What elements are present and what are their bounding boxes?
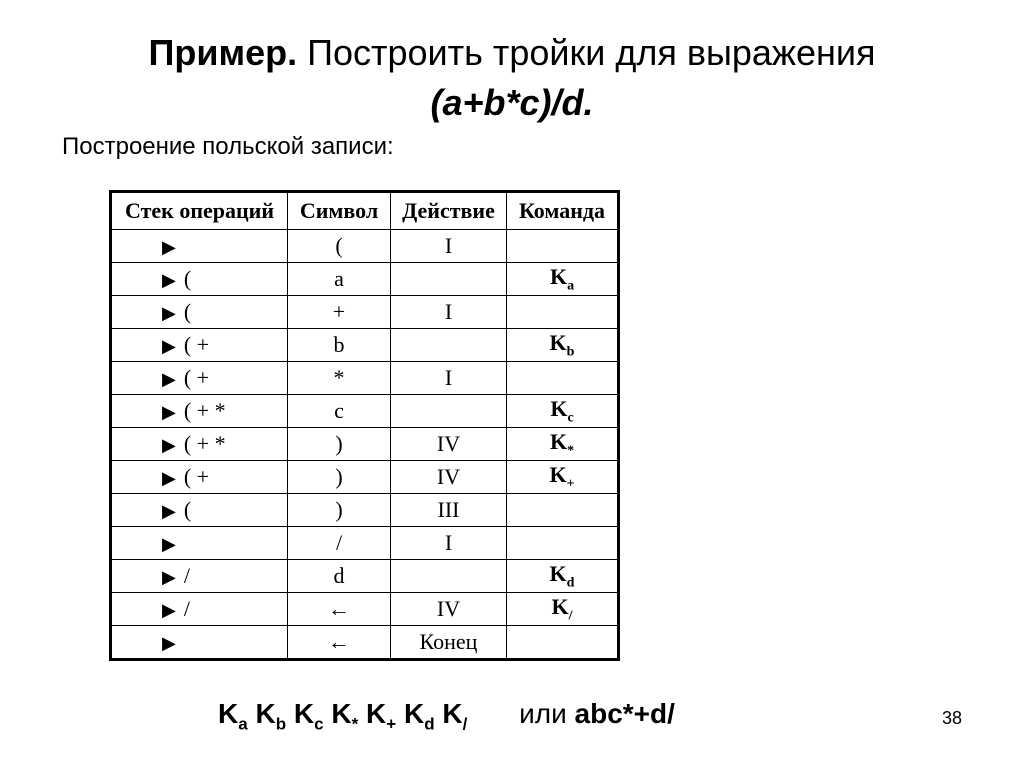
command-cell: [507, 494, 619, 527]
action-cell: [391, 329, 507, 362]
symbol-cell: ): [288, 428, 391, 461]
command-letter: K: [551, 593, 569, 619]
symbol-cell: ): [288, 494, 391, 527]
command-cell: [507, 296, 619, 329]
sequence-item: [403, 698, 435, 734]
right-triangle-icon: ▶: [162, 435, 176, 455]
subtitle: Построение польской записи:: [62, 133, 394, 160]
table-row: [111, 230, 619, 263]
stack-value: ( + *: [183, 431, 226, 456]
command-sequence: [218, 698, 468, 734]
table-row: [111, 428, 619, 461]
command-cell: [507, 527, 619, 560]
command-cell: [507, 395, 619, 428]
stack-value: (: [183, 497, 192, 522]
command-subscript: +: [566, 476, 575, 492]
right-triangle-icon: ▶: [162, 369, 176, 389]
right-triangle-icon: ▶: [162, 402, 176, 422]
table-row: [111, 494, 619, 527]
stack-value: (: [183, 266, 192, 291]
right-triangle-icon: ▶: [162, 567, 176, 587]
sequence-item: [255, 698, 287, 734]
right-triangle-icon: ▶: [162, 303, 176, 323]
action-cell: IV: [391, 593, 507, 626]
command-letter: K: [549, 428, 568, 454]
right-triangle-icon: ▶: [162, 237, 176, 257]
stack-value: /: [183, 596, 190, 621]
command-cell: [507, 593, 619, 626]
stack-cell: [111, 296, 288, 329]
stack-value: ( +: [183, 332, 210, 357]
stack-cell: [111, 362, 288, 395]
sequence-subscript: +: [386, 714, 397, 734]
sequence-subscript: b: [275, 714, 287, 734]
symbol-cell: ←: [288, 626, 391, 660]
symbol-cell: d: [288, 560, 391, 593]
action-cell: IV: [391, 428, 507, 461]
command-cell: [507, 329, 619, 362]
symbol-cell: b: [288, 329, 391, 362]
sequence-item: [331, 698, 359, 734]
sequence-subscript: *: [351, 714, 359, 734]
action-cell: IV: [391, 461, 507, 494]
sequence-subscript: c: [314, 714, 324, 734]
command-subscript: *: [567, 443, 575, 459]
stack-cell: [111, 494, 288, 527]
command-letter: K: [549, 263, 568, 289]
header-symbol: Символ: [288, 192, 391, 230]
title-expression: (a+b*c)/d.: [430, 82, 594, 123]
action-cell: [391, 395, 507, 428]
stack-cell: [111, 527, 288, 560]
header-stack: Стек операций: [111, 192, 288, 230]
command-subscript: c: [567, 410, 574, 426]
sequence-subscript: a: [238, 714, 248, 734]
action-cell: I: [391, 230, 507, 263]
action-cell: Конец: [391, 626, 507, 660]
sequence-item: [366, 698, 397, 734]
sequence-letter: K: [293, 698, 315, 729]
symbol-cell: ←: [288, 593, 391, 626]
action-cell: I: [391, 362, 507, 395]
sequence-item: [218, 698, 248, 734]
stack-cell: [111, 395, 288, 428]
command-cell: [507, 560, 619, 593]
stack-cell: [111, 461, 288, 494]
stack-cell: [111, 560, 288, 593]
command-cell: [507, 461, 619, 494]
command-cell: [507, 230, 619, 263]
table-row: [111, 395, 619, 428]
symbol-cell: /: [288, 527, 391, 560]
sequence-item: [442, 698, 468, 734]
polish-notation: abc*+d/: [574, 698, 675, 729]
command-subscript: /: [568, 608, 573, 624]
title-rest: Построить тройки для выражения: [297, 32, 876, 73]
sequence-item: [293, 698, 324, 734]
table-row: [111, 461, 619, 494]
stack-value: ( +: [183, 365, 210, 390]
stack-cell: [111, 230, 288, 263]
command-letter: K: [550, 395, 568, 421]
sequence-subscript: /: [462, 714, 468, 734]
table-row: [111, 263, 619, 296]
right-triangle-icon: ▶: [162, 633, 176, 653]
table-row: [111, 626, 619, 660]
table-row: [111, 362, 619, 395]
command-letter: K: [549, 461, 567, 487]
stack-cell: [111, 626, 288, 660]
symbol-cell: a: [288, 263, 391, 296]
symbol-cell: +: [288, 296, 391, 329]
command-subscript: d: [566, 575, 575, 591]
action-cell: III: [391, 494, 507, 527]
sequence-letter: K: [442, 698, 463, 729]
command-cell: [507, 626, 619, 660]
stack-cell: [111, 329, 288, 362]
stack-value: /: [183, 563, 190, 588]
stack-value: (: [183, 299, 192, 324]
right-triangle-icon: ▶: [162, 270, 176, 290]
action-cell: I: [391, 296, 507, 329]
command-letter: K: [549, 560, 567, 586]
symbol-cell: c: [288, 395, 391, 428]
action-cell: [391, 263, 507, 296]
command-letter: K: [549, 329, 567, 355]
stack-cell: [111, 263, 288, 296]
right-triangle-icon: ▶: [162, 600, 176, 620]
slide-title: [0, 28, 1024, 128]
sequence-letter: K: [331, 698, 352, 729]
stack-cell: [111, 593, 288, 626]
result-line: [218, 698, 675, 735]
table-row: [111, 593, 619, 626]
polish-notation-table: [109, 190, 620, 661]
symbol-cell: ): [288, 461, 391, 494]
action-cell: I: [391, 527, 507, 560]
sequence-letter: K: [218, 698, 239, 729]
title-bold-part: Пример.: [148, 32, 298, 73]
command-cell: [507, 263, 619, 296]
table-row: [111, 560, 619, 593]
stack-value: ( + *: [183, 398, 226, 423]
table-header-row: [111, 192, 619, 230]
stack-value: ( +: [183, 464, 210, 489]
sequence-letter: K: [366, 698, 387, 729]
command-cell: [507, 428, 619, 461]
table-row: [111, 527, 619, 560]
right-triangle-icon: ▶: [162, 468, 176, 488]
stack-cell: [111, 428, 288, 461]
symbol-cell: (: [288, 230, 391, 263]
or-label: или: [519, 698, 567, 729]
command-cell: [507, 362, 619, 395]
header-command: Команда: [507, 192, 619, 230]
symbol-cell: *: [288, 362, 391, 395]
right-triangle-icon: ▶: [162, 501, 176, 521]
sequence-letter: K: [403, 698, 425, 729]
table-row: [111, 329, 619, 362]
table-row: [111, 296, 619, 329]
header-action: Действие: [391, 192, 507, 230]
right-triangle-icon: ▶: [162, 534, 176, 554]
table-body: [111, 230, 619, 660]
right-triangle-icon: ▶: [162, 336, 176, 356]
action-cell: [391, 560, 507, 593]
page-number: 38: [942, 708, 963, 728]
command-subscript: b: [566, 344, 575, 360]
sequence-letter: K: [255, 698, 276, 729]
sequence-subscript: d: [424, 714, 435, 734]
command-subscript: a: [567, 278, 575, 294]
